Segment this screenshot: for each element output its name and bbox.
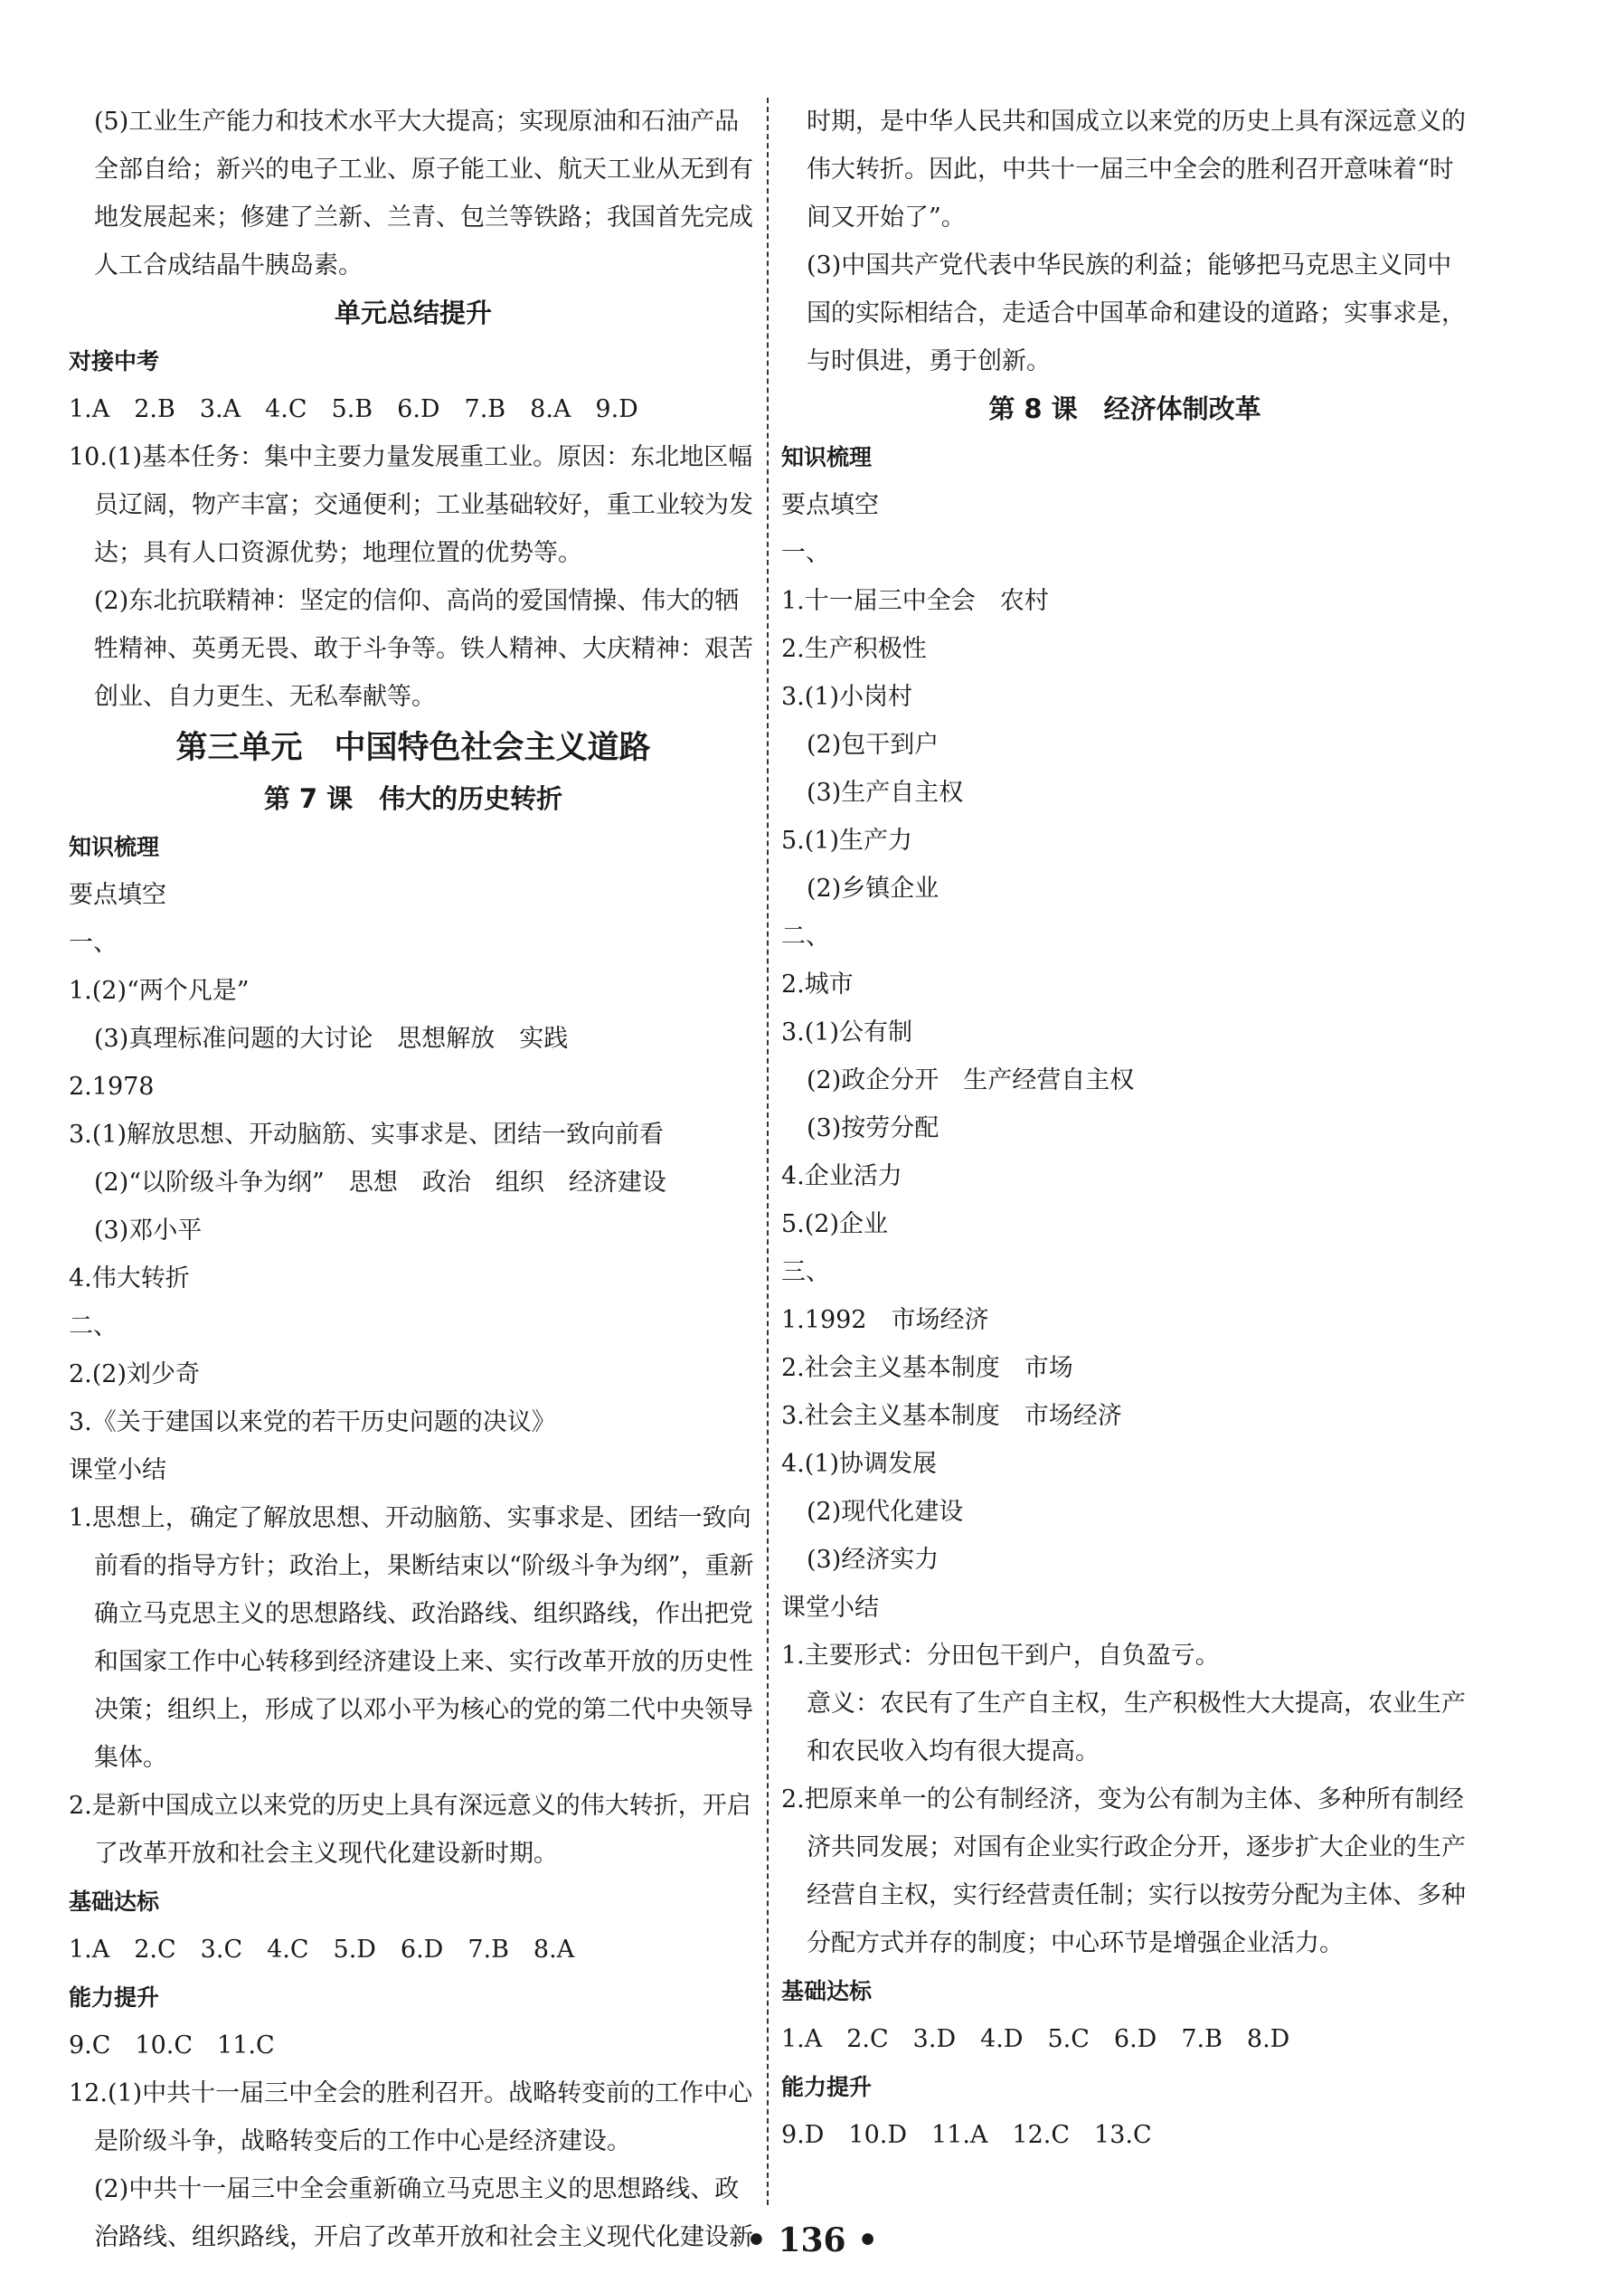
text-line: 1.1992 市场经济 xyxy=(781,1306,989,1334)
text-line: 一、 xyxy=(69,929,118,957)
text-line: 一、 xyxy=(781,539,830,567)
text-line: (3)真理标准问题的大讨论 思想解放 实践 xyxy=(94,1025,569,1053)
text-line: 1.A 2.B 3.A 4.C 5.B 6.D 7.B 8.A 9.D xyxy=(69,395,638,423)
section-heading: 基础达标 xyxy=(781,1978,873,2004)
text-line: 时期，是中华人民共和国成立以来党的历史上具有深远意义的伟大转折。因此，中共十一届三中全会的胜利召开意味着“时间又开始了”。 xyxy=(807,108,1466,232)
text-line: 4.(1)协调发展 xyxy=(781,1450,938,1478)
text-line: (2)乡镇企业 xyxy=(807,875,939,903)
text-line: (2)东北抗联精神：坚定的信仰、高尚的爱国情操、伟大的牺牲精神、英勇无畏、敢于斗争等。铁人精神、大庆精神：艰苦创业、自力更生、无私奉献等。 xyxy=(94,587,753,711)
text-line: 3.(1)公有制 xyxy=(781,1018,913,1046)
section-heading: 知识梳理 xyxy=(69,834,160,860)
text-line: 4.伟大转折 xyxy=(69,1264,190,1293)
text-line: 9.C 10.C 11.C xyxy=(69,2031,275,2059)
text-line: 4.企业活力 xyxy=(781,1162,902,1190)
text-line: 1.A 2.C 3.C 4.C 5.D 6.D 7.B 8.A xyxy=(69,1936,575,1964)
text-line: 2.1978 xyxy=(69,1073,155,1101)
right-column xyxy=(781,98,1468,2159)
text-line: (2)“以阶级斗争为纲” 思想 政治 组织 经济建设 xyxy=(94,1169,666,1197)
text-line: (2)中共十一届三中全会重新确立马克思主义的思想路线、政治路线、组织路线，开启了改革开放和社会主义现代化建设新 xyxy=(94,2175,753,2251)
text-line: 2.是新中国成立以来党的历史上具有深远意义的伟大转折，开启了改革开放和社会主义现代化建设新时期。 xyxy=(69,1792,751,1868)
unit-title: 第三单元 中国特色社会主义道路 xyxy=(175,730,651,766)
text-line: (3)生产自主权 xyxy=(807,779,964,807)
text-line: (3)经济实力 xyxy=(807,1546,939,1574)
text-line: 意义：农民有了生产自主权，生产积极性大大提高，农业生产和农民收入均有很大提高。 xyxy=(807,1690,1466,1766)
lesson-title: 第 8 课 经济体制改革 xyxy=(988,393,1261,424)
text-line: 要点填空 xyxy=(69,881,166,909)
text-line: 12.(1)中共十一届三中全会的胜利召开。战略转变前的工作中心是阶级斗争，战略转变后的工作中心是经济建设。 xyxy=(69,2079,753,2155)
section-heading: 对接中考 xyxy=(69,348,160,374)
text-line: 2.把原来单一的公有制经济，变为公有制为主体、多种所有制经济共同发展；对国有企业实行政企分开，逐步扩大企业的生产经营自主权，实行经营责任制；实行以按劳分配为主体、多种分配方式并存的制度；中心环节是增强企业活力。 xyxy=(781,1785,1466,1957)
text-line: (2)政企分开 生产经营自主权 xyxy=(807,1066,1135,1094)
text-line: (2)包干到户 xyxy=(807,731,939,759)
text-line: 2.生产积极性 xyxy=(781,635,927,663)
text-line: 要点填空 xyxy=(781,491,879,519)
text-line: 9.D 10.D 11.A 12.C 13.C xyxy=(781,2121,1152,2149)
text-line: (3)中国共产党代表中华民族的利益；能够把马克思主义同中国的实际相结合，走适合中国革命和建设的道路；实事求是，与时俱进，勇于创新。 xyxy=(807,251,1466,375)
text-line: (2)现代化建设 xyxy=(807,1498,964,1526)
text-line: 2.社会主义基本制度 市场 xyxy=(781,1354,1073,1382)
section-heading: 能力提升 xyxy=(69,1984,160,2011)
text-line: 课堂小结 xyxy=(781,1594,879,1622)
text-line: 3.社会主义基本制度 市场经济 xyxy=(781,1402,1122,1430)
text-line: 1.(2)“两个凡是” xyxy=(69,977,250,1005)
text-line: 二、 xyxy=(781,923,830,951)
lesson-title: 第 7 课 伟大的历史转折 xyxy=(263,783,563,814)
text-line: 5.(2)企业 xyxy=(781,1210,889,1238)
text-line: 5.(1)生产力 xyxy=(781,827,913,855)
text-line: 3.(1)小岗村 xyxy=(781,683,913,711)
text-line: (3)按劳分配 xyxy=(807,1114,939,1142)
section-heading: 知识梳理 xyxy=(781,444,873,470)
text-line: 3.《关于建国以来党的若干历史问题的决议》 xyxy=(69,1408,556,1436)
lesson-title: 单元总结提升 xyxy=(334,298,492,328)
text-line: 1.A 2.C 3.D 4.D 5.C 6.D 7.B 8.D xyxy=(781,2025,1290,2053)
text-line: (3)邓小平 xyxy=(94,1217,203,1245)
page-number: • 136 • xyxy=(745,2221,879,2259)
text-line: 2.城市 xyxy=(781,971,854,999)
section-heading: 能力提升 xyxy=(781,2074,873,2100)
section-heading: 基础达标 xyxy=(69,1889,160,1915)
text-line: 三、 xyxy=(781,1258,830,1286)
column-divider xyxy=(767,98,769,2205)
text-line: (5)工业生产能力和技术水平大大提高；实现原油和石油产品全部自给；新兴的电子工业、原子能工业、航天工业从无到有地发展起来；修建了兰新、兰青、包兰等铁路；我国首先完成人工合成结晶牛胰岛素。 xyxy=(94,108,753,279)
text-line: 3.(1)解放思想、开动脑筋、实事求是、团结一致向前看 xyxy=(69,1121,665,1149)
text-line: 二、 xyxy=(69,1312,118,1340)
text-line: 2.(2)刘少奇 xyxy=(69,1360,201,1388)
text-line: 1.十一届三中全会 农村 xyxy=(781,587,1049,615)
text-line: 课堂小结 xyxy=(69,1456,166,1484)
text-line: 1.思想上，确定了解放思想、开动脑筋、实事求是、团结一致向前看的指导方针；政治上，果断结束以“阶级斗争为纲”，重新确立马克思主义的思想路线、政治路线、组织路线，作出把党和国家工作中心转移到经济建设上来、实行改革开放的历史性决策；组织上，形成了以邓小平为核心的党的第二代中央领导集体。 xyxy=(69,1504,754,1772)
text-line: 1.主要形式：分田包干到户，自负盈亏。 xyxy=(781,1642,1220,1670)
left-column xyxy=(69,98,758,2261)
text-line: 10.(1)基本任务：集中主要力量发展重工业。原因：东北地区幅员辽阔，物产丰富；交通便利；工业基础较好，重工业较为发达；具有人口资源优势；地理位置的优势等。 xyxy=(69,443,753,567)
